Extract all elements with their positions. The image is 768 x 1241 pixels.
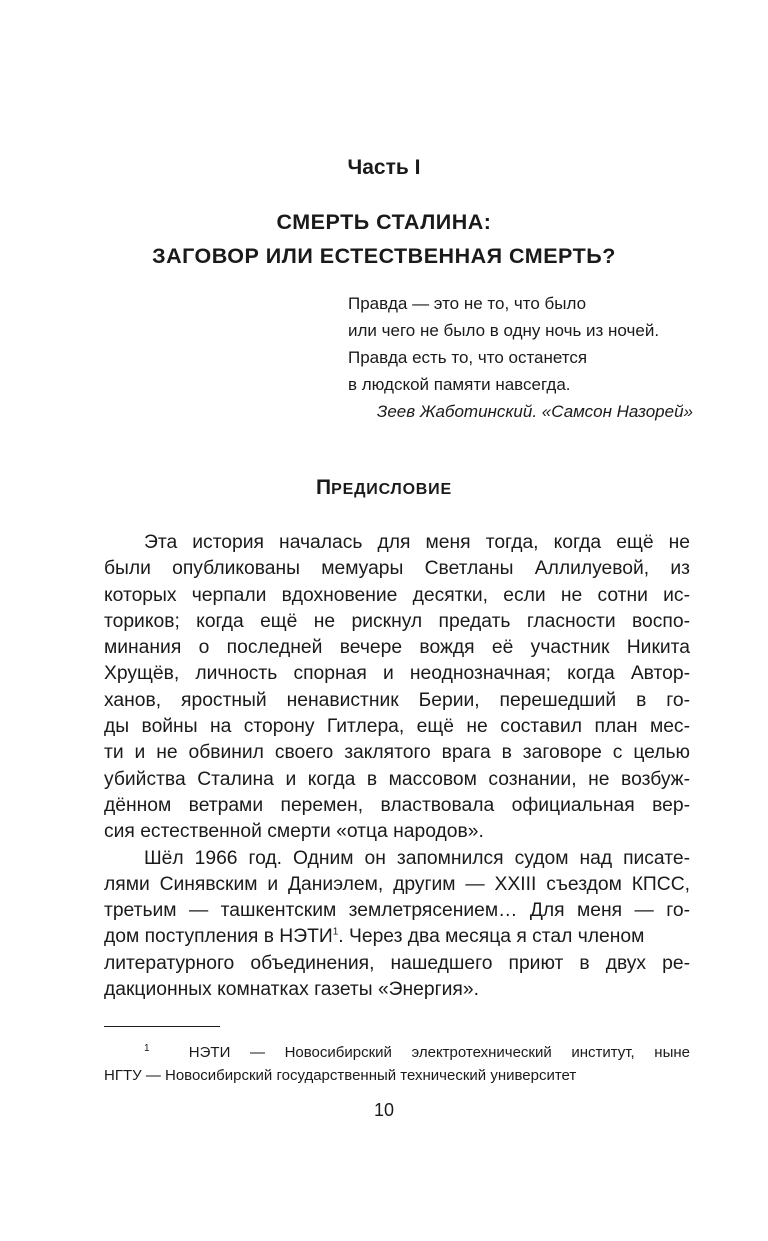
- epigraph-line: или чего не было в одну ночь из ночей.: [348, 321, 660, 340]
- text-segment: . Через два месяца я стал членом: [338, 926, 645, 948]
- preface-heading: [0, 474, 768, 504]
- footnotes: [104, 1041, 690, 1087]
- text-line: дённом ветрами перемен, властвовала официальная вер-: [104, 794, 690, 816]
- footnote-marker: 1: [144, 1043, 150, 1054]
- part-title: Часть I: [347, 156, 421, 179]
- epigraph-author: Зеев Жаботинский. «Самсон Назорей»: [376, 402, 693, 421]
- text-line: минания о последней вечере вождя её участник Никита: [104, 637, 690, 659]
- text-line: были опубликованы мемуары Светланы Аллилуевой, из: [104, 558, 690, 580]
- footnote-text: НЭТИ — Новосибирский электротехнический институт, ныне: [188, 1044, 690, 1061]
- text-line: [104, 924, 690, 950]
- epigraph-line: Правда есть то, что останется: [348, 348, 588, 367]
- text-line: ти и не обвинил своего заклятого врага в заговоре с целью: [104, 742, 690, 764]
- text-line: третьим — ташкентским землетрясением… Для меня — го-: [104, 900, 690, 922]
- chapter-title-line-2: ЗАГОВОР ИЛИ ЕСТЕСТВЕННАЯ СМЕРТЬ?: [152, 244, 616, 268]
- text-line: Шёл 1966 год. Одним он запомнился судом над писате-: [144, 847, 690, 869]
- text-line: ханов, яростный ненавистник Берии, перешедший в го-: [104, 689, 690, 711]
- epigraph-line: в людской памяти навсегда.: [348, 375, 571, 394]
- text-line: ториков; когда ещё не рискнул предать гласности воспо-: [104, 610, 690, 632]
- text-line: Эта история началась для меня тогда, когда ещё не: [144, 532, 690, 553]
- text-line: литературного объединения, нашедшего приют в двух ре-: [104, 952, 690, 974]
- chapter-title-line-1: СМЕРТЬ СТАЛИНА:: [276, 210, 492, 234]
- text-line: дакционных комнатках газеты «Энергия».: [104, 979, 479, 1001]
- text-line: убийства Сталина и когда в массовом сознании, не возбуж-: [104, 768, 690, 790]
- text-line: которых черпали вдохновение десятки, если не сотни ис-: [104, 584, 690, 606]
- preface-heading-initial: П: [316, 476, 332, 499]
- text-segment: дом поступления в НЭТИ: [104, 926, 333, 948]
- text-line: сия естественной смерти «отца народов».: [104, 821, 484, 843]
- text-line: лями Синявским и Даниэлем, другим — XXIII съездом КПСС,: [104, 873, 690, 895]
- chapter-title: [0, 205, 768, 273]
- body-text: [104, 530, 690, 1003]
- text-line: ды войны на сторону Гитлера, ещё не составил план мес-: [104, 716, 690, 738]
- footnote-line: [104, 1041, 690, 1064]
- text-line: Хрущёв, личность спорная и неоднозначная; когда Автор-: [104, 663, 690, 685]
- epigraph: [348, 290, 693, 425]
- epigraph-line: Правда — это не то, что было: [348, 294, 587, 313]
- page-number: 10: [373, 1100, 395, 1120]
- footnote-divider: [104, 1026, 220, 1027]
- footnote-line: НГТУ — Новосибирский государственный технический университет: [104, 1067, 577, 1084]
- preface-heading-rest: РЕДИСЛОВИЕ: [331, 481, 452, 498]
- footnote-reference: 1: [332, 927, 339, 939]
